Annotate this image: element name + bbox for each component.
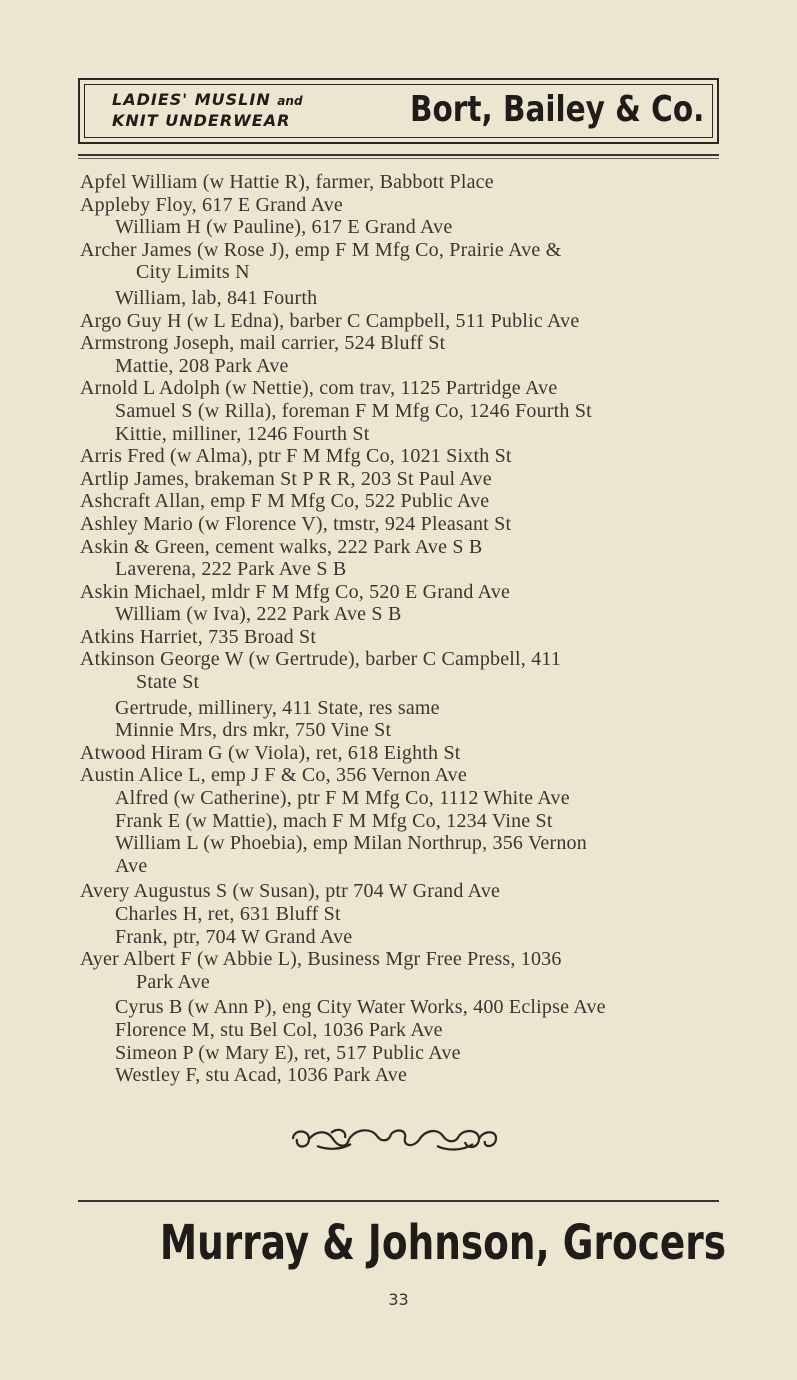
entry-line: Charles H, ret, 631 Bluff St xyxy=(115,903,341,925)
entry-line: Simeon P (w Mary E), ret, 517 Public Ave xyxy=(115,1041,461,1064)
directory-entry xyxy=(80,581,725,604)
entry-line: Ayer Albert F (w Abbie L), Business Mgr Free Press, 1036 xyxy=(80,948,562,971)
entry-line: Alfred (w Catherine), ptr F M Mfg Co, 1112 White Ave xyxy=(115,787,570,810)
directory-sub-entry xyxy=(80,810,725,833)
directory-entry xyxy=(80,377,725,400)
directory-entry xyxy=(80,742,725,765)
header-ad-line1: LADIES' MUSLIN xyxy=(112,90,271,109)
entry-line: Cyrus B (w Ann P), eng City Water Works, 400 Eclipse Ave xyxy=(115,996,606,1019)
directory-entry xyxy=(80,171,725,194)
ornament-icon xyxy=(287,1124,502,1154)
directory-sub-entry xyxy=(80,996,725,1019)
entry-line: Minnie Mrs, drs mkr, 750 Vine St xyxy=(115,719,392,742)
page-number: 33 xyxy=(388,1290,409,1309)
entry-line: Atwood Hiram G (w Viola), ret, 618 Eighth St xyxy=(80,741,461,764)
directory-sub-entry xyxy=(80,1064,725,1087)
header-ad-line2: KNIT UNDERWEAR xyxy=(112,111,291,130)
directory-sub-entry xyxy=(80,787,725,810)
directory-sub-entry xyxy=(80,355,725,378)
entry-line: Askin & Green, cement walks, 222 Park Ave S B xyxy=(80,535,483,558)
directory-sub-entry xyxy=(80,287,725,310)
directory-entry xyxy=(80,626,725,649)
directory-entry xyxy=(80,310,725,333)
directory-sub-entry xyxy=(80,603,725,626)
directory-sub-entry xyxy=(80,423,725,446)
entry-line: Atkins Harriet, 735 Broad St xyxy=(80,625,317,648)
directory-entry xyxy=(80,239,725,284)
footer-advertisement xyxy=(80,1212,727,1274)
directory-sub-entry xyxy=(80,832,725,877)
header-rule xyxy=(78,154,719,156)
directory-entry xyxy=(80,536,725,559)
entry-line: Austin Alice L, emp J F & Co, 356 Vernon Ave xyxy=(80,764,467,787)
directory-entry xyxy=(80,648,725,693)
entry-line: Ashcraft Allan, emp F M Mfg Co, 522 Public Ave xyxy=(80,490,490,513)
directory-entry xyxy=(80,468,725,491)
entry-line: Arris Fred (w Alma), ptr F M Mfg Co, 1021 Sixth St xyxy=(80,445,512,468)
directory-entry xyxy=(80,948,725,993)
directory-sub-entry xyxy=(80,558,725,581)
entry-line: Askin Michael, mldr F M Mfg Co, 520 E Grand Ave xyxy=(80,580,511,603)
entry-line: Arnold L Adolph (w Nettie), com trav, 1125 Partridge Ave xyxy=(80,377,558,400)
entry-continuation-line: Park Ave xyxy=(136,970,210,993)
entry-line: Frank E (w Mattie), mach F M Mfg Co, 1234 Vine St xyxy=(115,809,553,832)
directory-entry xyxy=(80,764,725,787)
header-advertisement xyxy=(78,78,719,144)
directory-entry xyxy=(80,513,725,536)
entry-line: Avery Augustus S (w Susan), ptr 704 W Grand Ave xyxy=(80,880,501,903)
entry-continuation-line: State St xyxy=(136,671,200,694)
directory-entry xyxy=(80,880,725,903)
directory-entry xyxy=(80,445,725,468)
directory-entry xyxy=(80,332,725,355)
entry-line: Artlip James, brakeman St P R R, 203 St Paul Ave xyxy=(80,467,492,490)
directory-sub-entry xyxy=(80,400,725,423)
directory-sub-entry xyxy=(80,926,725,949)
footer-rule xyxy=(78,1200,719,1202)
entry-line: William H (w Pauline), 617 E Grand Ave xyxy=(115,216,453,239)
entry-line: Gertrude, millinery, 411 State, res same xyxy=(115,696,440,719)
entry-line: Appleby Floy, 617 E Grand Ave xyxy=(80,193,343,216)
entry-line: Kittie, milliner, 1246 Fourth St xyxy=(115,422,370,445)
entry-line: Apfel William (w Hattie R), farmer, Babbott Place xyxy=(80,171,494,193)
header-rule-thin xyxy=(78,158,719,159)
entry-line: Westley F, stu Acad, 1036 Park Ave xyxy=(115,1064,408,1087)
entry-line: Florence M, stu Bel Col, 1036 Park Ave xyxy=(115,1018,443,1041)
directory-sub-entry xyxy=(80,216,725,239)
directory-sub-entry xyxy=(80,719,725,742)
directory-sub-entry xyxy=(80,903,725,926)
header-ad-firm: Bort, Bailey & Co. xyxy=(410,89,705,130)
directory-entry xyxy=(80,490,725,513)
entry-line: Archer James (w Rose J), emp F M Mfg Co, Prairie Ave & xyxy=(80,238,562,261)
entry-line: Mattie, 208 Park Ave xyxy=(115,354,289,377)
entry-line: William (w Iva), 222 Park Ave S B xyxy=(115,603,402,626)
entry-line: William, lab, 841 Fourth xyxy=(115,286,318,309)
entry-line: Armstrong Joseph, mail carrier, 524 Bluff St xyxy=(80,332,446,355)
entry-line: Atkinson George W (w Gertrude), barber C Campbell, 411 xyxy=(80,648,562,671)
entry-line: William L (w Phoebia), emp Milan Northrup, 356 Vernon xyxy=(115,832,587,855)
entry-continuation-line: Ave xyxy=(115,854,148,877)
header-ad-tagline xyxy=(112,90,303,131)
directory-sub-entry xyxy=(80,697,725,720)
directory-sub-entry xyxy=(80,1019,725,1042)
entry-line: Ashley Mario (w Florence V), tmstr, 924 Pleasant St xyxy=(80,512,512,535)
footer-ad-text: Murray & Johnson, Grocers xyxy=(159,1215,727,1271)
entry-line: Laverena, 222 Park Ave S B xyxy=(115,558,347,581)
directory-sub-entry xyxy=(80,1042,725,1065)
directory-listing xyxy=(80,171,725,1087)
entry-line: Samuel S (w Rilla), foreman F M Mfg Co, 1246 Fourth St xyxy=(115,399,592,422)
entry-line: Frank, ptr, 704 W Grand Ave xyxy=(115,925,353,948)
entry-continuation-line: City Limits N xyxy=(136,261,250,284)
directory-entry xyxy=(80,194,725,217)
entry-line: Argo Guy H (w L Edna), barber C Campbell, 511 Public Ave xyxy=(80,309,580,332)
header-ad-and: and xyxy=(277,94,303,108)
